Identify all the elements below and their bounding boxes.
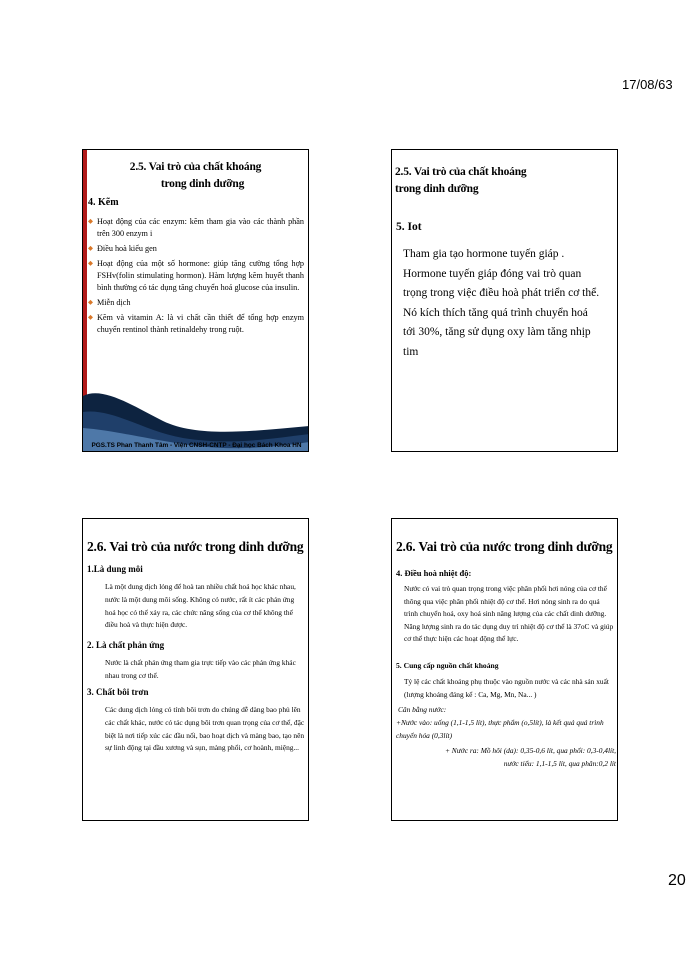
water-output-line2: nước tiểu: 1,1-1,5 lít, qua phân:0,2 lít xyxy=(503,759,616,768)
balance-label: Cân bằng nước: xyxy=(398,705,447,714)
section-heading: 2. Là chất phản ứng xyxy=(87,640,165,650)
section-text: Nước có vai trò quan trọng trong việc phân phối hơi nóng của cơ thể thông qua việc phân phối nhiệt độ cơ thể. Hơi nóng sinh ra do quá trình chuyển hoá, oxy hoá sinh năng lượng của các chất dinh dưỡng. Năng lượng sinh ra do tác dụng duy trì nhiệt độ cơ thể là 37oC và giúp cơ thể thực hiện các hoạt động thể lực. xyxy=(404,584,614,644)
slide-title: 2.6. Vai trò của nước trong dinh dưỡng xyxy=(87,539,304,554)
section-text: Là một dung dịch lỏng để hoà tan nhiều chất hoá học khác nhau, nước là một dung môi sống. Không có nước, rất ít các phản ứng hoá học có thể xảy ra, các chức năng sống của cơ thể không thể điều hoà và thực hiện được. xyxy=(105,582,296,630)
slide-footer: PGS.TS Phan Thanh Tâm - Viện CNSH-CNTP - Đại học Bách Khoa HN xyxy=(91,442,302,449)
slide-zinc xyxy=(82,149,309,452)
slide-title-line1: 2.5. Vai trò của chất khoáng xyxy=(395,166,527,178)
slide-title: 2.6. Vai trò của nước trong dinh dưỡng xyxy=(396,539,613,554)
section-heading: 3. Chất bôi trơn xyxy=(87,687,149,697)
water-intake: +Nước vào: uống (1,1-1,5 lít), thực phẩm (o,5lít), là kết quả quá trình chuyển hóa (0,3lít) xyxy=(396,718,604,740)
slide-title-line2: trong dinh dưỡng xyxy=(395,183,479,195)
wave-decoration xyxy=(83,376,309,451)
bullet-list xyxy=(88,216,304,339)
slide-title xyxy=(395,164,526,198)
bullet-item: ◆ Hoạt động của một số hormone: giúp tăng cường tổng hợp FSHv(folin stimulating hormon). Hàm lượng kẽm huyết thanh bình thường có tác dụng tăng chuyển hoá glucose của insulin. xyxy=(88,258,304,294)
slide-iodine xyxy=(391,149,618,452)
page-number: 20 xyxy=(668,872,686,889)
section-heading: 4. Điều hoà nhiệt độ: xyxy=(396,568,472,578)
slide-title-line1: 2.5. Vai trò của chất khoáng xyxy=(129,161,262,173)
bullet-item: ◆ Điều hoà kiểu gen xyxy=(88,243,304,255)
bullet-item: ◆ Hoạt động của các enzym: kẽm tham gia vào các thành phần trên 300 enzym i xyxy=(88,216,304,240)
slide-subtitle: 5. Iot xyxy=(396,221,422,233)
page-date: 17/08/63 xyxy=(622,77,673,92)
section-text: Tỷ lệ các chất khoáng phụ thuộc vào nguồn nước và các nhà sản xuất (lượng khoáng đáng kể : Ca, Mg, Mn, Na... ) xyxy=(404,677,609,699)
slide-water-roles-1 xyxy=(82,518,309,821)
section-heading: 1.Là dung môi xyxy=(87,564,143,574)
section-heading: 5. Cung cấp nguồn chất khoáng xyxy=(396,661,499,670)
bullet-item: ◆ Kẽm và vitamin A: là vi chất cần thiết để tổng hợp enzym chuyển rentinol thành retinaldehy trong ruột. xyxy=(88,312,304,336)
section-text: Các dung dịch lỏng có tính bôi trơn do chúng dễ dàng bao phủ lên các chất khác, nước có tác dụng bôi trơn quan trọng của cơ thể, đặc biệt là nơi tiếp xúc các đầu nối, bao hoạt dịch và màng bao, tạo nên sự linh động tại đầu xương và sụn, màng phổi, cơ hoành, miệng... xyxy=(105,705,305,753)
slide-title xyxy=(93,159,298,193)
slide-water-roles-2 xyxy=(391,518,618,821)
slide-subtitle: 4. Kẽm xyxy=(88,197,119,208)
slide-paragraph: Tham gia tạo hormone tuyến giáp . Hormone tuyến giáp đóng vai trò quan trọng trong việc điều hoà phát triển cơ thể. Nó kích thích tăng quá trình chuyển hoá tới 30%, tăng sử dụng oxy làm tăng nhịp tim xyxy=(403,248,600,358)
water-output-line1: + Nước ra: Mồ hôi (da): 0,35-0,6 lít, qua phổi: 0,3-0,4lít, xyxy=(444,746,616,755)
slide-title-line2: trong dinh dưỡng xyxy=(160,178,245,190)
bullet-item: ◆ Miễn dịch xyxy=(88,297,304,309)
section-text: Nước là chất phản ứng tham gia trực tiếp vào các phản ứng khác nhau trong cơ thể. xyxy=(105,658,296,680)
